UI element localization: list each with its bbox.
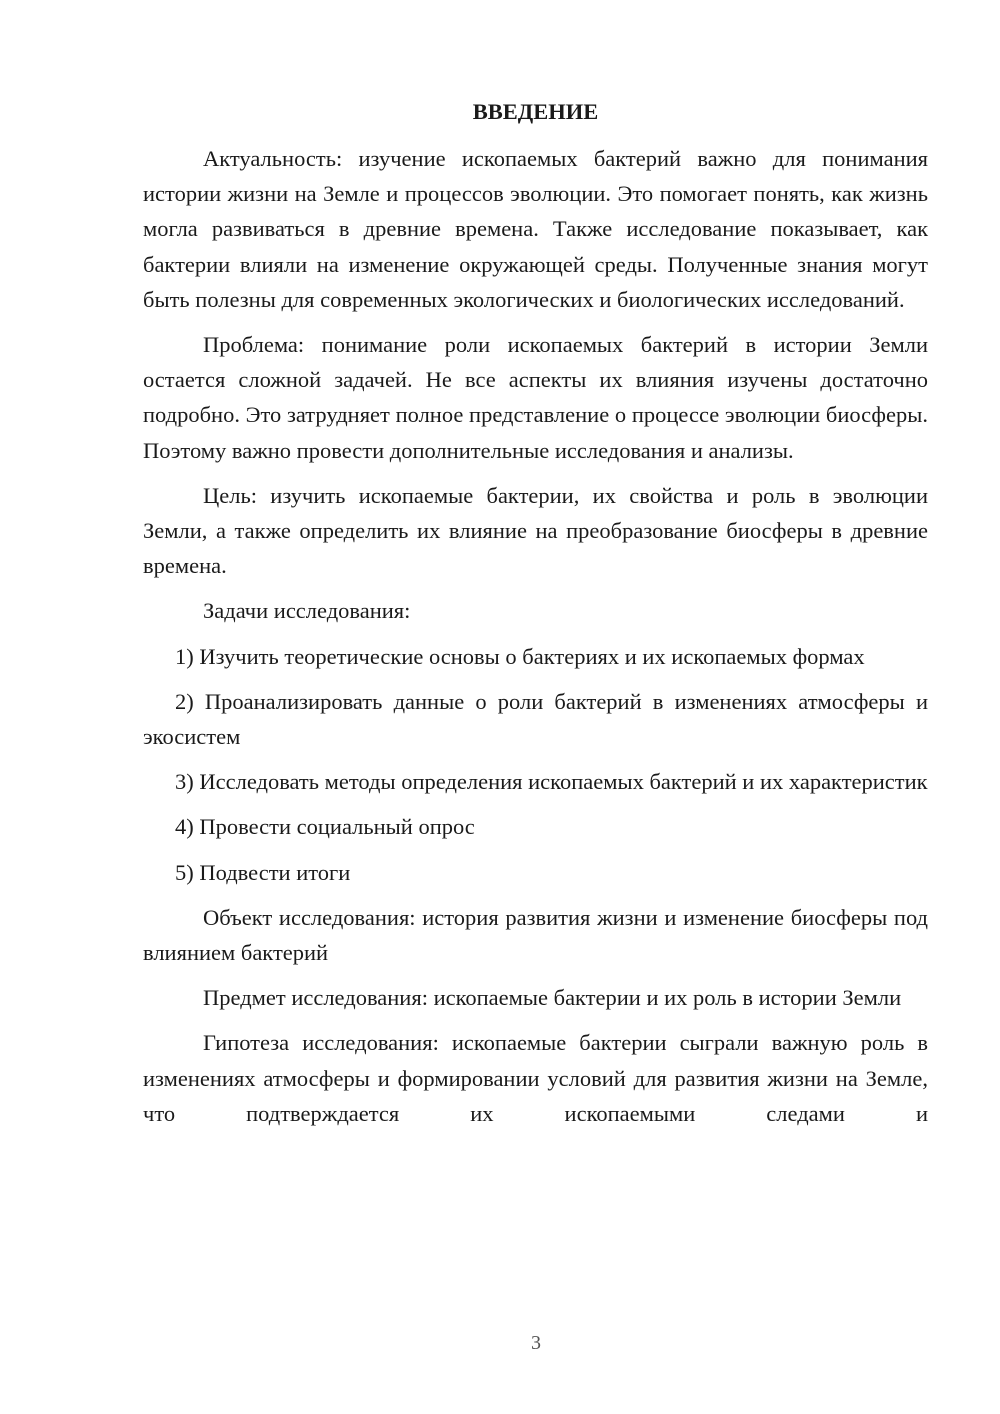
task-item-3: 3) Исследовать методы определения ископаемых бактерий и их характеристик	[175, 769, 928, 795]
problem-paragraph: Проблема: понимание роли ископаемых бактерий в истории Земли остается сложной задачей. Не все аспекты их влияния изучены достаточно подробно. Это затрудняет полное представление о процессе эволюции биосферы. Поэтому важно провести дополнительные исследования и анализы.	[143, 332, 928, 463]
relevance-paragraph: Актуальность: изучение ископаемых бактерий важно для понимания истории жизни на Земле и процессов эволюции. Это помогает понять, как жизнь могла развиваться в древние времена. Также исследование показывает, как бактерии влияли на изменение окружающей среды. Полученные знания могут быть полезны для современных экологических и биологических исследований.	[143, 146, 928, 312]
goal-paragraph: Цель: изучить ископаемые бактерии, их свойства и роль в эволюции Земли, а также определить их влияние на преобразование биосферы в древние времена.	[143, 482, 928, 579]
task-item-2: 2) Проанализировать данные о роли бактерий в изменениях атмосферы и экосистем	[143, 688, 928, 750]
tasks-title: Задачи исследования:	[203, 598, 411, 624]
page-content	[143, 94, 928, 1141]
task-item-5: 5) Подвести итоги	[175, 859, 351, 885]
hypothesis-paragraph: Гипотеза исследования: ископаемые бактерии сыграли важную роль в изменениях атмосферы и формировании условий для развития жизни на Земле, что подтверждается их ископаемыми следами и	[143, 1030, 928, 1126]
task-item-1: 1) Изучить теоретические основы о бактериях и их ископаемых формах	[175, 643, 865, 669]
object-paragraph: Объект исследования: история развития жизни и изменение биосферы под влиянием бактерий	[143, 904, 928, 966]
page-number: 3	[531, 1332, 541, 1354]
subject-paragraph: Предмет исследования: ископаемые бактерии и их роль в истории Земли	[203, 985, 902, 1011]
page-heading: ВВЕДЕНИЕ	[472, 99, 599, 124]
task-item-4: 4) Провести социальный опрос	[175, 814, 475, 840]
